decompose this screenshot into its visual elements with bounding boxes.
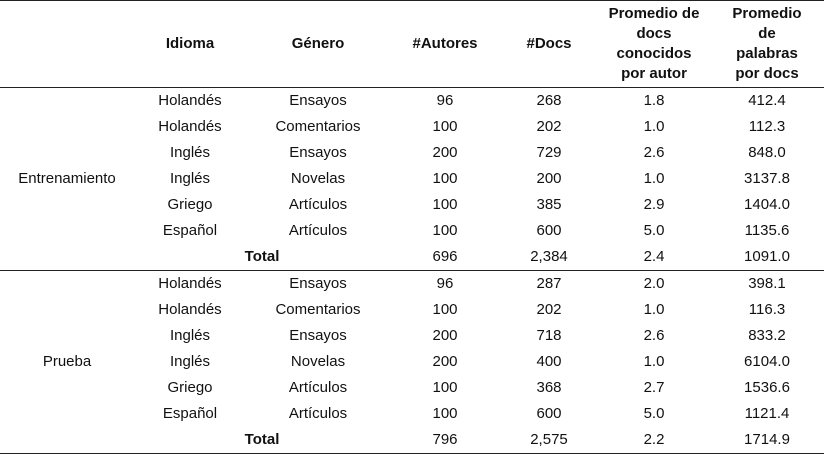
header-idioma: Idioma — [134, 1, 246, 88]
header-promedio-docs — [598, 1, 710, 88]
total-autores: 696 — [390, 244, 500, 271]
cell-docs: 368 — [536, 379, 562, 396]
cell-idioma: Griego — [167, 196, 213, 213]
header-promedio-docs-text: Promedio de docs conocidos por autor — [608, 5, 700, 82]
cell-promedio-docs: 1.0 — [643, 353, 665, 370]
cell-genero: Ensayos — [289, 144, 347, 161]
cell-docs: 202 — [536, 118, 562, 135]
cell-promedio-palabras: 6104.0 — [744, 353, 790, 370]
cell-autores: 200 — [432, 353, 458, 370]
cell-docs: 202 — [536, 301, 562, 318]
header-promedio-palabras-text: Promedio de palabras por docs — [732, 5, 802, 82]
cell-idioma: Español — [162, 405, 218, 422]
cell-autores: 100 — [432, 301, 458, 318]
cell-promedio-palabras: 116.3 — [748, 301, 786, 318]
cell-docs: 385 — [536, 196, 562, 213]
header-row — [0, 1, 824, 88]
section-label: Prueba — [0, 271, 134, 454]
cell-promedio-docs: 1.0 — [643, 170, 665, 187]
cell-genero: Ensayos — [289, 327, 347, 344]
total-promedio-docs: 2.2 — [598, 427, 710, 454]
cell-genero: Artículos — [288, 405, 348, 422]
cell-promedio-palabras: 833.2 — [748, 327, 786, 344]
cell-promedio-docs: 5.0 — [643, 405, 665, 422]
cell-promedio-palabras: 412.4 — [748, 92, 786, 109]
cell-docs: 729 — [536, 144, 562, 161]
header-docs: #Docs — [500, 1, 598, 88]
cell-genero: Ensayos — [289, 275, 347, 292]
cell-idioma: Griego — [167, 379, 213, 396]
cell-docs: 268 — [536, 92, 562, 109]
table-row — [0, 88, 824, 115]
cell-promedio-palabras: 398.1 — [748, 275, 786, 292]
total-docs: 2,575 — [500, 427, 598, 454]
cell-promedio-palabras: 1135.6 — [744, 222, 790, 239]
cell-promedio-docs: 2.6 — [643, 327, 665, 344]
cell-docs: 718 — [536, 327, 562, 344]
cell-docs: 600 — [536, 405, 562, 422]
header-group — [0, 1, 134, 88]
cell-promedio-docs: 2.9 — [643, 196, 665, 213]
table-body — [0, 88, 824, 454]
cell-docs: 600 — [536, 222, 562, 239]
header-autores: #Autores — [390, 1, 500, 88]
cell-autores: 100 — [432, 222, 458, 239]
cell-promedio-palabras: 1404.0 — [744, 196, 790, 213]
cell-promedio-docs: 1.0 — [643, 118, 665, 135]
cell-autores: 100 — [432, 196, 458, 213]
cell-idioma: Inglés — [169, 144, 211, 161]
cell-promedio-docs: 2.0 — [643, 275, 665, 292]
cell-autores: 100 — [432, 379, 458, 396]
total-promedio-palabras: 1091.0 — [710, 244, 824, 271]
cell-promedio-palabras: 848.0 — [748, 144, 786, 161]
cell-genero: Artículos — [288, 379, 348, 396]
cell-idioma: Holandés — [158, 118, 222, 135]
cell-idioma: Español — [162, 222, 218, 239]
section-label: Entrenamiento — [0, 88, 134, 271]
cell-promedio-palabras: 112.3 — [748, 118, 786, 135]
cell-genero: Artículos — [288, 196, 348, 213]
cell-idioma: Inglés — [169, 170, 211, 187]
header-genero: Género — [246, 1, 390, 88]
cell-idioma: Holandés — [158, 92, 222, 109]
cell-promedio-palabras: 3137.8 — [744, 170, 790, 187]
total-docs: 2,384 — [500, 244, 598, 271]
cell-autores: 96 — [436, 92, 454, 109]
cell-promedio-palabras: 1121.4 — [744, 405, 790, 422]
table-row — [0, 271, 824, 298]
cell-docs: 287 — [536, 275, 562, 292]
cell-genero: Comentarios — [275, 118, 361, 135]
cell-genero: Novelas — [290, 170, 346, 187]
cell-genero: Comentarios — [275, 301, 361, 318]
cell-promedio-docs: 2.6 — [643, 144, 665, 161]
cell-docs: 400 — [536, 353, 562, 370]
cell-promedio-docs: 1.0 — [643, 301, 665, 318]
cell-idioma: Inglés — [169, 327, 211, 344]
total-promedio-palabras: 1714.9 — [710, 427, 824, 454]
cell-genero: Novelas — [290, 353, 346, 370]
cell-autores: 200 — [432, 144, 458, 161]
total-label: Total — [134, 244, 390, 271]
cell-autores: 100 — [432, 170, 458, 187]
cell-promedio-docs: 2.7 — [643, 379, 665, 396]
cell-autores: 96 — [436, 275, 454, 292]
cell-idioma: Holandés — [158, 301, 222, 318]
cell-idioma: Holandés — [158, 275, 222, 292]
cell-idioma: Inglés — [169, 353, 211, 370]
cell-promedio-docs: 1.8 — [643, 92, 665, 109]
cell-autores: 200 — [432, 327, 458, 344]
header-promedio-palabras — [710, 1, 824, 88]
cell-promedio-docs: 5.0 — [643, 222, 665, 239]
total-promedio-docs: 2.4 — [598, 244, 710, 271]
cell-autores: 100 — [432, 405, 458, 422]
cell-autores: 100 — [432, 118, 458, 135]
total-label: Total — [134, 427, 390, 454]
cell-genero: Ensayos — [289, 92, 347, 109]
total-autores: 796 — [390, 427, 500, 454]
cell-docs: 200 — [536, 170, 562, 187]
cell-promedio-palabras: 1536.6 — [744, 379, 790, 396]
cell-genero: Artículos — [288, 222, 348, 239]
